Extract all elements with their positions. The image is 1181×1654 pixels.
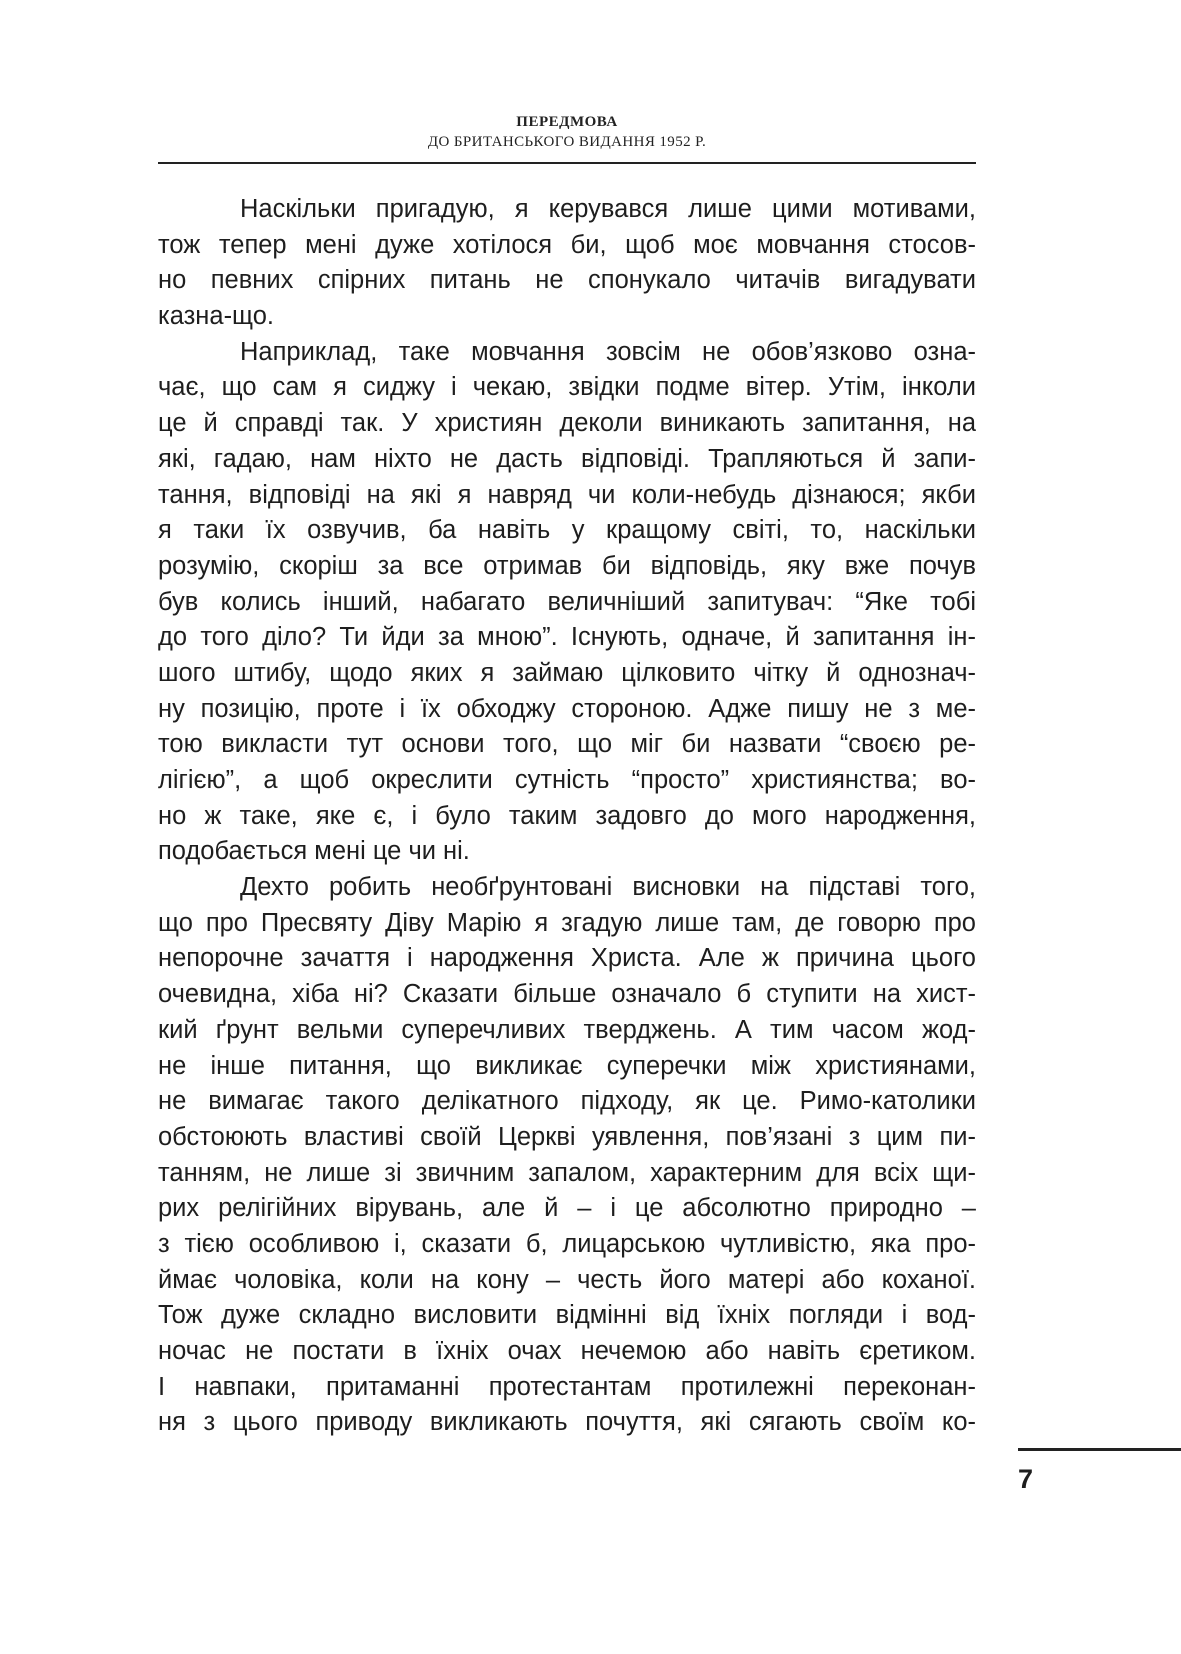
header-rule <box>158 162 976 164</box>
text-line: очевидна, хіба ні? Сказати більше означало б ступити на хист- <box>158 980 976 1009</box>
text-line: які, гадаю, нам ніхто не дасть відповіді. Трапляються й запи- <box>158 444 976 473</box>
text-line: був колись інший, набагато величніший запитувач: “Яке тобі <box>158 587 976 616</box>
text-line: непорочне зачаття і народження Христа. Але ж причина цього <box>158 944 976 973</box>
text-line: тання, відповіді на які я навряд чи коли-небудь дізнаюся; якби <box>158 480 976 509</box>
running-head <box>158 112 976 152</box>
text-line: я таки їх озвучив, ба навіть у кращому світі, то, наскільки <box>158 516 976 545</box>
text-line: шого штибу, щодо яких я займаю цілковито чітку й однознач- <box>158 658 976 687</box>
text-line: це й справді так. У християн деколи виникають запитання, на <box>158 409 976 438</box>
footer-rule <box>1018 1448 1181 1451</box>
text-line: лігією”, а щоб окреслити сутність “просто” християнства; во- <box>158 766 976 794</box>
text-line: ночас не постати в їхніх очах нечемою або навіть єретиком. <box>158 1337 976 1365</box>
text-line: до того діло? Ти йди за мною”. Існують, одначе, й запитання ін- <box>158 623 976 652</box>
text-line: не інше питання, що викликає суперечки між християнами, <box>158 1051 976 1080</box>
text-line: танням, не лише зі звичним запалом, характерним для всіх щи- <box>158 1158 976 1187</box>
text-line: з тією особливою і, сказати б, лицарською чутливістю, яка про- <box>158 1229 976 1258</box>
paragraph-3 <box>158 870 976 1441</box>
paragraph-1 <box>158 192 976 335</box>
running-head-subtitle: ДО БРИТАНСЬКОГО ВИДАННЯ 1952 Р. <box>427 134 707 150</box>
text-line: Дехто робить необґрунтовані висновки на підставі того, <box>240 873 976 902</box>
text-line: но певних спірних питань не спонукало читачів вигадувати <box>158 266 976 295</box>
text-line: Наприклад, таке мовчання зовсім не обов’язково озна- <box>240 337 976 366</box>
page-number: 7 <box>1018 1464 1034 1494</box>
text-line: тою викласти тут основи того, що міг би назвати “своєю ре- <box>158 730 976 759</box>
text-line: чає, що сам я сиджу і чекаю, звідки подме вітер. Утім, інколи <box>158 373 976 402</box>
text-line: ймає чоловіка, коли на кону – честь його матері або коханої. <box>158 1265 976 1294</box>
text-line: подобається мені це чи ні. <box>158 837 470 866</box>
paragraph-2 <box>158 335 976 870</box>
text-line: Наскільки пригадую, я керувався лише цими мотивами, <box>240 195 976 223</box>
text-line: тож тепер мені дуже хотілося би, щоб моє мовчання стосов- <box>158 230 976 259</box>
text-line: кий ґрунт вельми суперечливих тверджень. А тим часом жод- <box>158 1015 976 1044</box>
body-text <box>158 192 976 1441</box>
text-line: но ж таке, яке є, і було таким задовго до мого народження, <box>158 801 976 830</box>
text-line: І навпаки, притаманні протестантам протилежні переконан- <box>158 1372 976 1401</box>
text-line: ня з цього приводу викликають почуття, які сягають своїм ко- <box>158 1408 976 1437</box>
text-line: що про Пресвяту Діву Марію я згадую лише там, де говорю про <box>158 908 976 937</box>
text-line: не вимагає такого делікатного підходу, як це. Римо-католики <box>158 1087 976 1116</box>
text-line: казна-що. <box>158 302 275 331</box>
text-line: розумію, скоріш за все отримав би відповідь, яку вже почув <box>158 551 976 580</box>
running-head-title: ПЕРЕДМОВА <box>516 114 618 130</box>
text-line: Тож дуже складно висловити відмінні від їхніх погляди і вод- <box>158 1301 976 1330</box>
text-line: ну позицію, проте і їх обходжу стороною. Адже пишу не з ме- <box>158 694 976 723</box>
text-line: рих релігійних вірувань, але й – і це абсолютно природно – <box>158 1194 976 1223</box>
text-line: обстоюють властиві своїй Церкві уявлення, пов’язані з цим пи- <box>158 1122 976 1151</box>
